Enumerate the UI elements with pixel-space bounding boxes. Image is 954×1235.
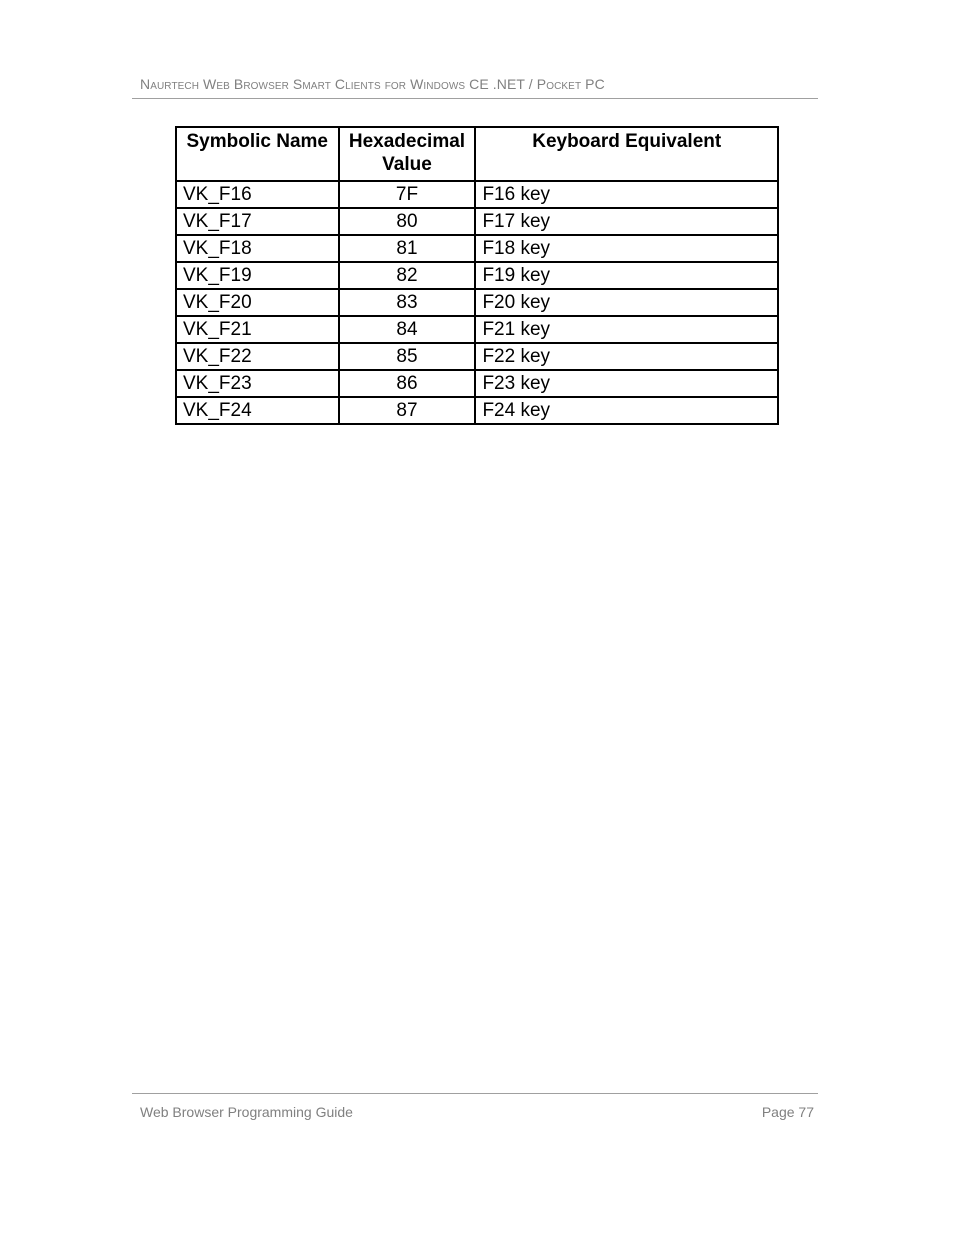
symbolic-name-cell: VK_F21 xyxy=(176,316,339,343)
symbolic-name-cell: VK_F19 xyxy=(176,262,339,289)
hex-value-cell: 87 xyxy=(339,397,476,424)
keyboard-equivalent-cell: F19 key xyxy=(475,262,778,289)
symbolic-name-cell: VK_F23 xyxy=(176,370,339,397)
keyboard-equivalent-cell: F16 key xyxy=(475,181,778,208)
symbolic-name-cell: VK_F17 xyxy=(176,208,339,235)
table-row xyxy=(176,262,778,289)
symbolic-name-cell: VK_F22 xyxy=(176,343,339,370)
hex-value-cell: 82 xyxy=(339,262,476,289)
table-row xyxy=(176,289,778,316)
table-row xyxy=(176,343,778,370)
hex-value-cell: 85 xyxy=(339,343,476,370)
keyboard-equivalent-cell: F17 key xyxy=(475,208,778,235)
table-row xyxy=(176,235,778,262)
keyboard-equivalent-cell: F21 key xyxy=(475,316,778,343)
keyboard-equivalent-cell: F24 key xyxy=(475,397,778,424)
header-divider xyxy=(132,98,818,99)
table-header-row xyxy=(176,127,778,181)
column-header-hexadecimal-value: Hexadecimal Value xyxy=(339,127,476,181)
symbolic-name-cell: VK_F24 xyxy=(176,397,339,424)
table-row xyxy=(176,370,778,397)
symbolic-name-cell: VK_F16 xyxy=(176,181,339,208)
table-row xyxy=(176,181,778,208)
virtual-key-table xyxy=(175,126,779,425)
table-row xyxy=(176,316,778,343)
keyboard-equivalent-cell: F18 key xyxy=(475,235,778,262)
hex-value-cell: 81 xyxy=(339,235,476,262)
keyboard-equivalent-cell: F22 key xyxy=(475,343,778,370)
hex-value-cell: 80 xyxy=(339,208,476,235)
footer-divider xyxy=(132,1093,818,1094)
footer-guide-title: Web Browser Programming Guide xyxy=(140,1104,353,1120)
footer-page-number: Page 77 xyxy=(761,1104,814,1120)
keyboard-equivalent-cell: F23 key xyxy=(475,370,778,397)
hex-value-cell: 83 xyxy=(339,289,476,316)
hex-value-cell: 86 xyxy=(339,370,476,397)
symbolic-name-cell: VK_F20 xyxy=(176,289,339,316)
hex-value-cell: 84 xyxy=(339,316,476,343)
running-header: Naurtech Web Browser Smart Clients for Windows CE .NET / Pocket PC xyxy=(140,76,605,92)
keyboard-equivalent-cell: F20 key xyxy=(475,289,778,316)
column-header-symbolic-name: Symbolic Name xyxy=(176,127,339,181)
symbolic-name-cell: VK_F18 xyxy=(176,235,339,262)
hex-value-cell: 7F xyxy=(339,181,476,208)
table-row xyxy=(176,208,778,235)
table-row xyxy=(176,397,778,424)
column-header-keyboard-equivalent: Keyboard Equivalent xyxy=(475,127,778,181)
